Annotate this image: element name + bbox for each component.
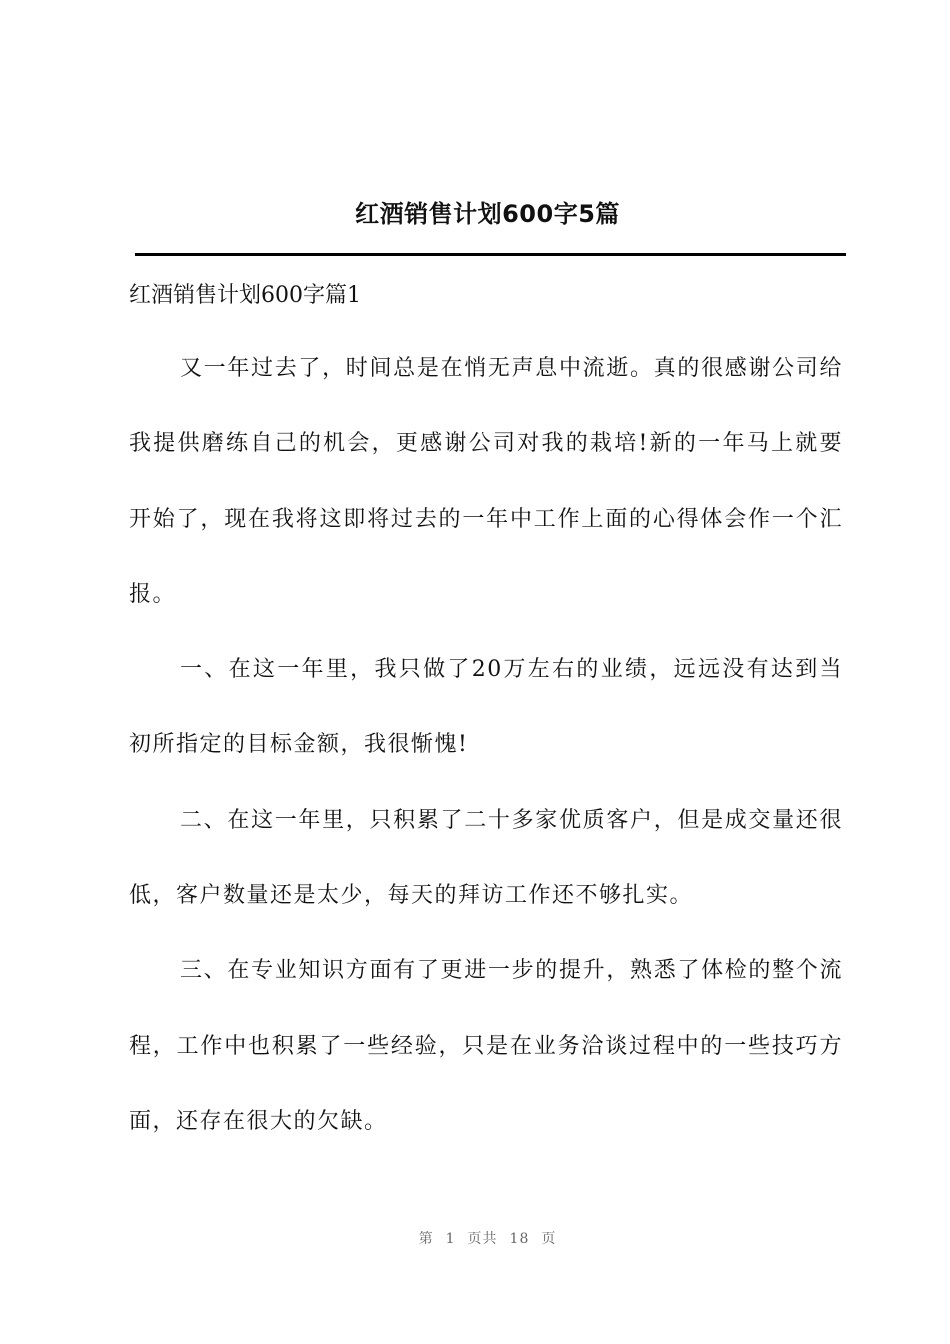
body-text xyxy=(129,331,843,1159)
document-title: 红酒销售计划600字5篇 xyxy=(355,200,620,228)
paragraph: 二、在这一年里，只积累了二十多家优质客户，但是成交量还很低，客户数量还是太少，每天的拜访工作还不够扎实。 xyxy=(129,807,843,909)
footer-total-pages: 18 xyxy=(509,1231,530,1247)
paragraph: 又一年过去了，时间总是在悄无声息中流逝。真的很感谢公司给我提供磨练自己的机会，更感谢公司对我的栽培!新的一年马上就要开始了，现在我将这即将过去的一年中工作上面的心得体会作一个汇报。 xyxy=(129,356,843,607)
footer-current-page: 1 xyxy=(445,1231,456,1247)
footer-mid: 页共 xyxy=(467,1231,498,1247)
title-divider xyxy=(135,253,846,256)
footer-suffix: 页 xyxy=(541,1231,557,1247)
paragraph: 一、在这一年里，我只做了20万左右的业绩，远远没有达到当初所指定的目标金额，我很惭愧! xyxy=(129,657,843,758)
paragraph: 三、在专业知识方面有了更进一步的提升，熟悉了体检的整个流程，工作中也积累了一些经验，只是在业务洽谈过程中的一些技巧方面，还存在很大的欠缺。 xyxy=(129,958,843,1134)
section-heading: 红酒销售计划600字篇1 xyxy=(129,283,361,308)
page-footer xyxy=(0,1228,950,1250)
footer-prefix: 第 xyxy=(418,1231,434,1247)
